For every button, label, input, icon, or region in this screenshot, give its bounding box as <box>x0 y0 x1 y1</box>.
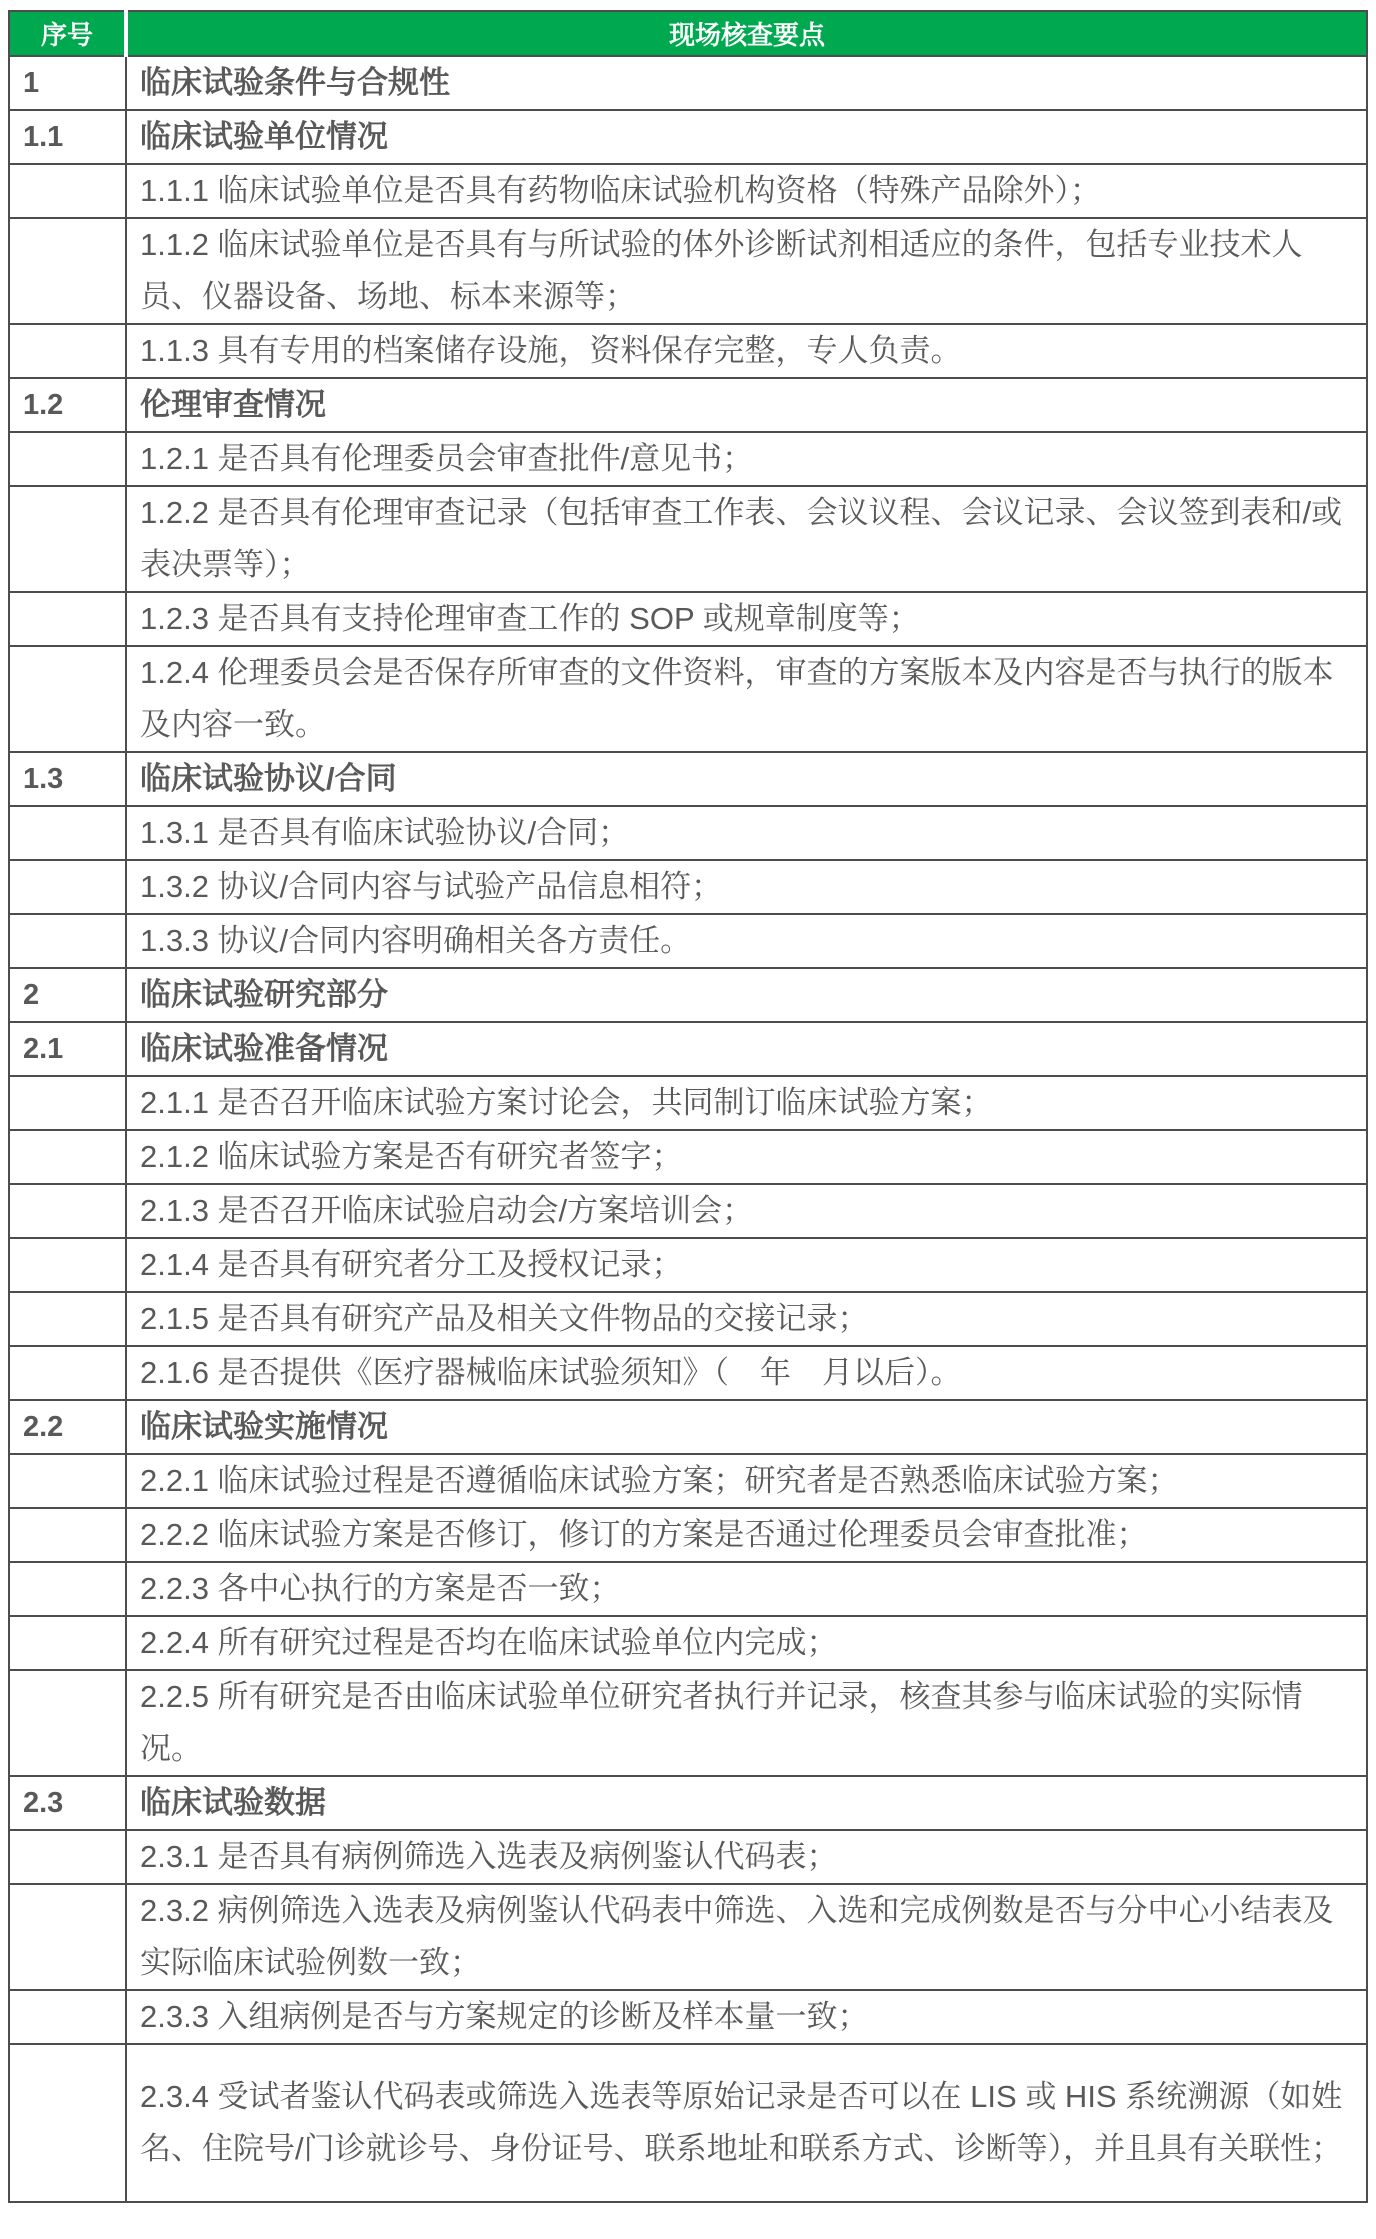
table-row <box>9 914 1367 968</box>
row-number-cell <box>9 1184 126 1238</box>
table-row <box>9 1022 1367 1076</box>
row-number-cell: 1.1 <box>9 110 126 164</box>
row-number-cell <box>9 860 126 914</box>
row-content-cell: 2.3.2 病例筛选入选表及病例鉴认代码表中筛选、入选和完成例数是否与分中心小结表及实际临床试验例数一致； <box>126 1884 1367 1990</box>
table-row <box>9 324 1367 378</box>
table-row <box>9 1400 1367 1454</box>
row-content-cell: 临床试验协议/合同 <box>126 752 1367 806</box>
row-content-cell: 临床试验实施情况 <box>126 1400 1367 1454</box>
row-number-cell: 2 <box>9 968 126 1022</box>
row-number-cell: 2.2 <box>9 1400 126 1454</box>
row-content-cell: 2.3.3 入组病例是否与方案规定的诊断及样本量一致； <box>126 1990 1367 2044</box>
table-row <box>9 432 1367 486</box>
row-content-cell: 2.3.1 是否具有病例筛选入选表及病例鉴认代码表； <box>126 1830 1367 1884</box>
table-row <box>9 1990 1367 2044</box>
row-number-cell <box>9 164 126 218</box>
table-row <box>9 218 1367 324</box>
table-row <box>9 1616 1367 1670</box>
row-number-cell <box>9 1454 126 1508</box>
row-content-cell: 伦理审查情况 <box>126 378 1367 432</box>
row-content-cell: 临床试验研究部分 <box>126 968 1367 1022</box>
table-row <box>9 2044 1367 2202</box>
table-row <box>9 164 1367 218</box>
row-number-cell: 1.2 <box>9 378 126 432</box>
row-content-cell: 2.1.5 是否具有研究产品及相关文件物品的交接记录； <box>126 1292 1367 1346</box>
row-content-cell: 1.2.4 伦理委员会是否保存所审查的文件资料，审查的方案版本及内容是否与执行的版本及内容一致。 <box>126 646 1367 752</box>
table-row <box>9 1562 1367 1616</box>
row-content-cell: 临床试验数据 <box>126 1776 1367 1830</box>
row-number-cell: 2.3 <box>9 1776 126 1830</box>
row-number-cell <box>9 1130 126 1184</box>
row-content-cell: 2.2.2 临床试验方案是否修订，修订的方案是否通过伦理委员会审查批准； <box>126 1508 1367 1562</box>
row-content-cell: 2.2.4 所有研究过程是否均在临床试验单位内完成； <box>126 1616 1367 1670</box>
row-number-cell: 1 <box>9 56 126 110</box>
row-number-cell <box>9 2044 126 2202</box>
table-row <box>9 486 1367 592</box>
row-content-cell: 1.1.1 临床试验单位是否具有药物临床试验机构资格（特殊产品除外）； <box>126 164 1367 218</box>
row-number-cell <box>9 1508 126 1562</box>
row-content-cell: 2.2.3 各中心执行的方案是否一致； <box>126 1562 1367 1616</box>
table-row <box>9 592 1367 646</box>
table-row <box>9 860 1367 914</box>
row-content-cell: 1.3.2 协议/合同内容与试验产品信息相符； <box>126 860 1367 914</box>
table-row <box>9 1776 1367 1830</box>
table-header <box>9 11 1367 56</box>
table-row <box>9 1184 1367 1238</box>
row-number-cell <box>9 1292 126 1346</box>
row-content-cell: 临床试验单位情况 <box>126 110 1367 164</box>
row-content-cell: 2.1.2 临床试验方案是否有研究者签字； <box>126 1130 1367 1184</box>
row-number-cell <box>9 218 126 324</box>
column-header-serial-number: 序号 <box>9 11 126 56</box>
table-row <box>9 646 1367 752</box>
row-content-cell: 1.3.1 是否具有临床试验协议/合同； <box>126 806 1367 860</box>
row-number-cell <box>9 1616 126 1670</box>
row-content-cell: 2.1.6 是否提供《医疗器械临床试验须知》（ 年 月以后）。 <box>126 1346 1367 1400</box>
row-content-cell: 2.3.4 受试者鉴认代码表或筛选入选表等原始记录是否可以在 LIS 或 HIS 系统溯源（如姓名、住院号/门诊就诊号、身份证号、联系地址和联系方式、诊断等），并且具有关联性； <box>126 2044 1367 2202</box>
row-content-cell: 1.2.2 是否具有伦理审查记录（包括审查工作表、会议议程、会议记录、会议签到表和/或表决票等）； <box>126 486 1367 592</box>
column-header-onsite-check-points: 现场核查要点 <box>126 11 1367 56</box>
table-row <box>9 56 1367 110</box>
row-content-cell: 1.1.3 具有专用的档案储存设施，资料保存完整，专人负责。 <box>126 324 1367 378</box>
row-number-cell <box>9 1238 126 1292</box>
row-content-cell: 2.2.1 临床试验过程是否遵循临床试验方案；研究者是否熟悉临床试验方案； <box>126 1454 1367 1508</box>
table-row <box>9 1346 1367 1400</box>
table-row <box>9 752 1367 806</box>
row-number-cell <box>9 1990 126 2044</box>
row-number-cell <box>9 1670 126 1776</box>
row-number-cell <box>9 592 126 646</box>
row-content-cell: 2.2.5 所有研究是否由临床试验单位研究者执行并记录，核查其参与临床试验的实际情况。 <box>126 1670 1367 1776</box>
table-row <box>9 968 1367 1022</box>
table-row <box>9 1292 1367 1346</box>
inspection-checklist-table <box>8 10 1368 2203</box>
row-number-cell <box>9 1562 126 1616</box>
table-row <box>9 110 1367 164</box>
row-content-cell: 1.1.2 临床试验单位是否具有与所试验的体外诊断试剂相适应的条件，包括专业技术人员、仪器设备、场地、标本来源等； <box>126 218 1367 324</box>
table-row <box>9 1076 1367 1130</box>
table-row <box>9 1454 1367 1508</box>
row-number-cell <box>9 486 126 592</box>
row-number-cell <box>9 432 126 486</box>
row-number-cell <box>9 1076 126 1130</box>
table-row <box>9 1130 1367 1184</box>
table-row <box>9 1670 1367 1776</box>
row-number-cell <box>9 1830 126 1884</box>
table-row <box>9 378 1367 432</box>
table-row <box>9 1884 1367 1990</box>
table-row <box>9 806 1367 860</box>
row-number-cell <box>9 914 126 968</box>
row-number-cell: 2.1 <box>9 1022 126 1076</box>
table-row <box>9 1830 1367 1884</box>
row-content-cell: 1.2.3 是否具有支持伦理审查工作的 SOP 或规章制度等； <box>126 592 1367 646</box>
table-row <box>9 1238 1367 1292</box>
row-content-cell: 2.1.4 是否具有研究者分工及授权记录； <box>126 1238 1367 1292</box>
row-number-cell <box>9 324 126 378</box>
row-number-cell <box>9 1884 126 1990</box>
table-row <box>9 1508 1367 1562</box>
row-number-cell <box>9 1346 126 1400</box>
row-number-cell <box>9 806 126 860</box>
row-content-cell: 2.1.3 是否召开临床试验启动会/方案培训会； <box>126 1184 1367 1238</box>
header-row <box>9 11 1367 56</box>
row-content-cell: 2.1.1 是否召开临床试验方案讨论会，共同制订临床试验方案； <box>126 1076 1367 1130</box>
table-body <box>9 56 1367 2202</box>
row-content-cell: 1.3.3 协议/合同内容明确相关各方责任。 <box>126 914 1367 968</box>
row-content-cell: 临床试验条件与合规性 <box>126 56 1367 110</box>
row-number-cell <box>9 646 126 752</box>
row-content-cell: 1.2.1 是否具有伦理委员会审查批件/意见书； <box>126 432 1367 486</box>
row-number-cell: 1.3 <box>9 752 126 806</box>
row-content-cell: 临床试验准备情况 <box>126 1022 1367 1076</box>
